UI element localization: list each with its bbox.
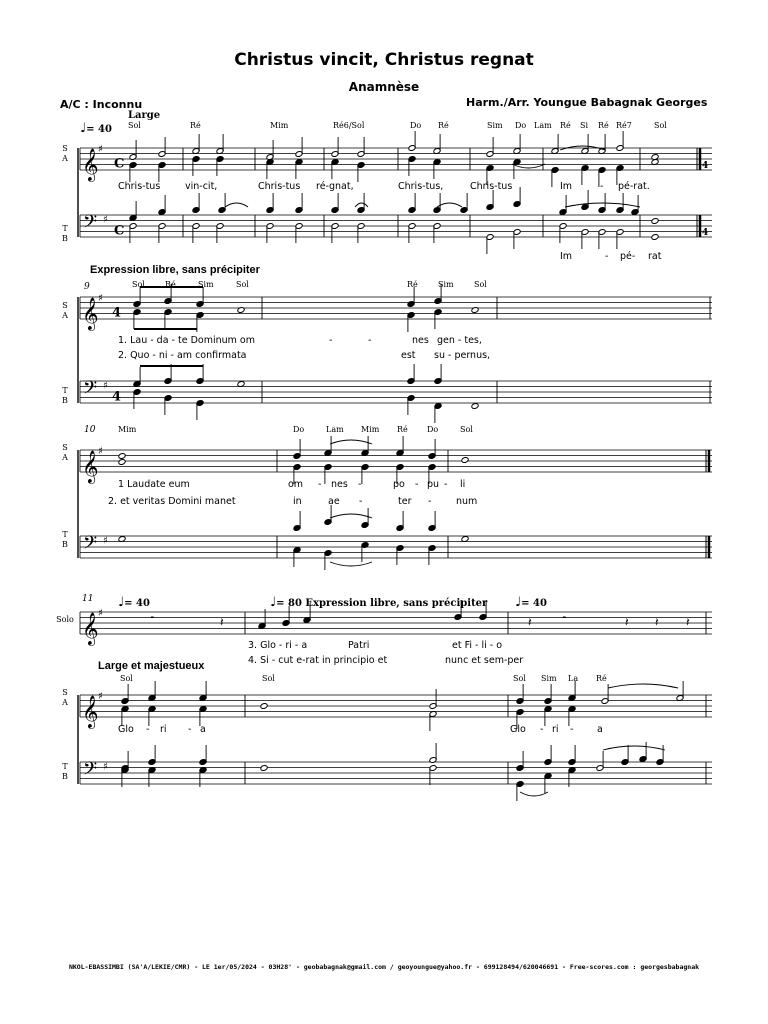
lyric-s4-v3-1: Patri (348, 640, 370, 651)
sa-2-treble-clef: 𝄞 (82, 297, 99, 330)
lyric-s2-v2-1: est (401, 350, 416, 361)
lyric-s4-5: Glo (510, 724, 526, 735)
chord-s1-1: Ré (190, 121, 201, 130)
breve (118, 459, 126, 466)
chord-s4-3: Sim (541, 674, 557, 683)
tb-2-bass-clef: 𝄢 (83, 378, 98, 403)
lyric-s2-v2-0: 2. Quo - ni - am confirmata (118, 350, 247, 361)
tb-2-key-signature: ♯ (103, 380, 108, 392)
voice-label-sa-3: S A (62, 443, 68, 462)
lyric-s2-v1-0: 1. Lau - da - te Dominum om (118, 335, 255, 346)
arranger-credit: Harm./Arr. Youngue Babagnak Georges (466, 96, 708, 109)
lyric-s3-v2-1: in (293, 496, 302, 507)
quarter-rest: 𝄽 (655, 615, 659, 629)
sa-4-treble-clef: 𝄞 (82, 695, 99, 728)
voice-label-tb-2: T B (62, 386, 68, 405)
chord-s3-0: Mim (118, 425, 137, 434)
measure-number-9: 9 (84, 282, 90, 292)
breve (118, 453, 126, 460)
lyric-s1-7: - (600, 181, 604, 192)
slur (437, 203, 462, 207)
direction-large: Large (128, 110, 161, 121)
quarter-rest: 𝄽 (528, 615, 532, 629)
tb-4-bass-clef: 𝄢 (83, 759, 98, 784)
sa-1-treble-clef: 𝄞 (82, 148, 99, 181)
sa-2-time-signature: 4 (112, 305, 122, 321)
chord-s3-2: Lam (326, 425, 344, 434)
chord-s1-0: Sol (128, 121, 141, 130)
slur (603, 746, 665, 750)
lyric-tb-s1-1: - (605, 251, 609, 262)
lyric-s1-4: Chris-tus, (398, 181, 444, 192)
lyric-s4-2: ri (160, 724, 167, 735)
chord-s2-4: Ré (407, 280, 418, 289)
lyric-s2-v1-4: gen - tes, (437, 335, 482, 346)
tb-3-bass-clef: 𝄢 (83, 533, 98, 558)
lyric-s2-v2-2: su - pernus, (434, 350, 491, 361)
lyric-s3-v1-9: li (460, 479, 466, 490)
chord-s1-13: Sol (654, 121, 667, 130)
chord-s1-3: Ré6/Sol (333, 121, 365, 130)
lyric-s3-v1-5: po (393, 479, 405, 490)
lyric-s4-v3-0: 3. Glo - ri - a (248, 640, 308, 651)
solo-treble-clef: 𝄞 (82, 612, 99, 645)
tempo-marking-11a: ♩= 40 (118, 595, 150, 610)
lyric-s1-0: Chris-tus (118, 181, 161, 192)
page-title: Christus vincit, Christus regnat (234, 50, 534, 70)
chord-s1-4: Do (410, 121, 422, 130)
tb-4-key-signature: ♯ (103, 761, 108, 773)
lyric-s3-v1-6: - (415, 479, 419, 490)
lyric-s3-v1-1: om (288, 479, 304, 490)
whole-note (651, 218, 659, 225)
voice-label-sa-2: S A (62, 301, 68, 320)
lyric-s3-v1-0: 1 Laudate eum (118, 479, 190, 490)
chord-s3-3: Mim (361, 425, 380, 434)
slur (608, 684, 678, 688)
voice-label-tb-3: T B (62, 530, 68, 549)
tb-3-key-signature: ♯ (103, 535, 108, 547)
time-change-sa: 4 (702, 161, 709, 171)
lyric-s4-3: - (188, 724, 192, 735)
lyric-s3-v1-7: pu (427, 479, 440, 490)
chord-s4-5: Ré (596, 674, 607, 683)
lyric-s4-v4-0: 4. Si - cut e-rat in principio et (248, 655, 388, 666)
measure-number-11: 11 (82, 594, 94, 604)
lyric-s4-4: a (200, 724, 206, 735)
slur (565, 203, 640, 207)
voice-label-tb-1: T B (62, 224, 68, 243)
lyric-s3-v2-3: - (359, 496, 363, 507)
slur (330, 562, 372, 566)
tempo-marking-1: ♩= 40 (80, 121, 112, 136)
lyric-s4-0: Glo (118, 724, 134, 735)
chord-s2-5: Sim (438, 280, 454, 289)
lyric-s4-9: a (597, 724, 603, 735)
lyric-s2-v1-3: nes (412, 335, 429, 346)
chord-s3-5: Do (427, 425, 439, 434)
chord-s1-12: Ré7 (616, 121, 632, 130)
chord-s1-7: Do (515, 121, 527, 130)
voice-label-solo: Solo (56, 615, 74, 624)
chord-s4-4: La (568, 674, 579, 683)
breve (260, 765, 268, 772)
lyric-s3-v2-5: - (428, 496, 432, 507)
chord-s2-1: Ré (165, 280, 176, 289)
lyric-s4-7: ri (552, 724, 559, 735)
lyric-s1-2: Chris-tus (258, 181, 301, 192)
expression-system-2: Expression libre, sans précipiter (90, 264, 260, 276)
sa-2-key-signature: ♯ (98, 293, 103, 304)
chord-s2-6: Sol (474, 280, 487, 289)
lyric-s3-v1-2: - (318, 479, 322, 490)
voice-label-sa-1: S A (62, 144, 68, 163)
voice-label-sa-4: S A (62, 688, 68, 707)
sa-3-treble-clef: 𝄞 (82, 450, 99, 483)
breve (471, 403, 479, 410)
chord-s4-2: Sol (513, 674, 526, 683)
sa-1-key-signature: ♯ (98, 144, 103, 155)
breve (260, 703, 268, 710)
chord-s2-2: Sim (198, 280, 214, 289)
lyric-s4-v3-2: et Fi - li - o (452, 640, 503, 651)
chord-s3-1: Do (293, 425, 305, 434)
slur (225, 203, 248, 207)
lyric-s3-v1-4: - (358, 479, 362, 490)
sa-4-key-signature: ♯ (98, 691, 103, 702)
chord-s4-1: Sol (262, 674, 275, 683)
quarter-rest: 𝄽 (686, 615, 690, 629)
lyric-s1-1: vin-cit, (185, 181, 218, 192)
lyric-s3-v1-3: nes (331, 479, 348, 490)
chord-s1-8: Lam (534, 121, 552, 130)
chord-s1-2: Mim (270, 121, 289, 130)
chord-s1-6: Sim (487, 121, 503, 130)
chord-s2-3: Sol (236, 280, 249, 289)
tempo-marking-11c: ♩= 40 (515, 595, 547, 610)
page-footer: NKOL-EBASSIMBI (SA'A/LEKIE/CMR) - LE 1er/05/2024 - 03H28' - geobabagnak@gmail.com / geoyoungue@yahoo.fr - 699128494/620046691 - Free-scores.com : georgesbabagnak (68, 963, 700, 971)
quarter-rest: 𝄽 (220, 615, 224, 629)
chord-s1-9: Ré (560, 121, 571, 130)
voice-label-tb-4: T B (62, 762, 68, 781)
slur (355, 203, 368, 207)
breve (461, 457, 469, 464)
lyric-tb-s1-3: rat (648, 251, 662, 262)
lyric-s4-6: - (540, 724, 544, 735)
lyric-s2-v1-1: - (329, 335, 333, 346)
lyric-s3-v2-2: ae (328, 496, 340, 507)
lyric-s3-v2-0: 2. et veritas Domini manet (108, 496, 236, 507)
lyric-s4-1: - (146, 724, 150, 735)
lyric-s4-8: - (570, 724, 574, 735)
sa-3-key-signature: ♯ (98, 446, 103, 457)
chord-s2-0: Sol (132, 280, 145, 289)
time-change-tb: 4 (702, 228, 709, 238)
lyric-s1-3: ré-gnat, (316, 181, 354, 192)
page-subtitle: Anamnèse (348, 80, 420, 94)
lyric-s4-v4-1: nunc et sem-per (445, 655, 524, 666)
chord-s3-4: Ré (397, 425, 408, 434)
lyric-s2-v1-2: - (368, 335, 372, 346)
lyric-s3-v2-4: ter (398, 496, 412, 507)
lyric-s1-5: Chris-tus (470, 181, 513, 192)
lyric-s3-v1-8: - (444, 479, 448, 490)
lyric-s1-8: pé-rat. (618, 181, 650, 192)
chord-s1-11: Ré (598, 121, 609, 130)
lyric-tb-s1-2: pé- (620, 251, 636, 262)
tb-2-time-signature: 4 (112, 389, 122, 405)
chord-s3-6: Sol (460, 425, 473, 434)
lyric-s1-6: Im (560, 181, 573, 192)
half-rest: 𝄼 (562, 611, 567, 625)
measure-number-10: 10 (84, 425, 96, 435)
lyric-s3-v2-6: num (456, 496, 478, 507)
chord-s1-10: Si (580, 121, 589, 130)
slur (330, 440, 372, 444)
chord-s4-0: Sol (120, 674, 133, 683)
slur (520, 792, 548, 796)
composer-credit: A/C : Inconnu (60, 98, 143, 111)
half-rest: 𝄼 (150, 611, 155, 625)
solo-key-signature: ♯ (98, 608, 103, 619)
whole-note (651, 234, 659, 241)
sa-1-time-signature: C (114, 156, 125, 172)
tb-1-time-signature: C (114, 223, 125, 239)
slur (330, 514, 372, 518)
tb-1-key-signature: ♯ (103, 214, 108, 226)
lyric-tb-s1-0: Im (560, 251, 573, 262)
direction-large-et-majestueux: Large et majestueux (98, 660, 205, 672)
tb-1-bass-clef: 𝄢 (83, 212, 98, 237)
quarter-rest: 𝄽 (625, 615, 629, 629)
chord-s1-5: Ré (438, 121, 449, 130)
tempo-marking-11b: ♩= 80 Expression libre, sans précipiter (270, 595, 488, 610)
